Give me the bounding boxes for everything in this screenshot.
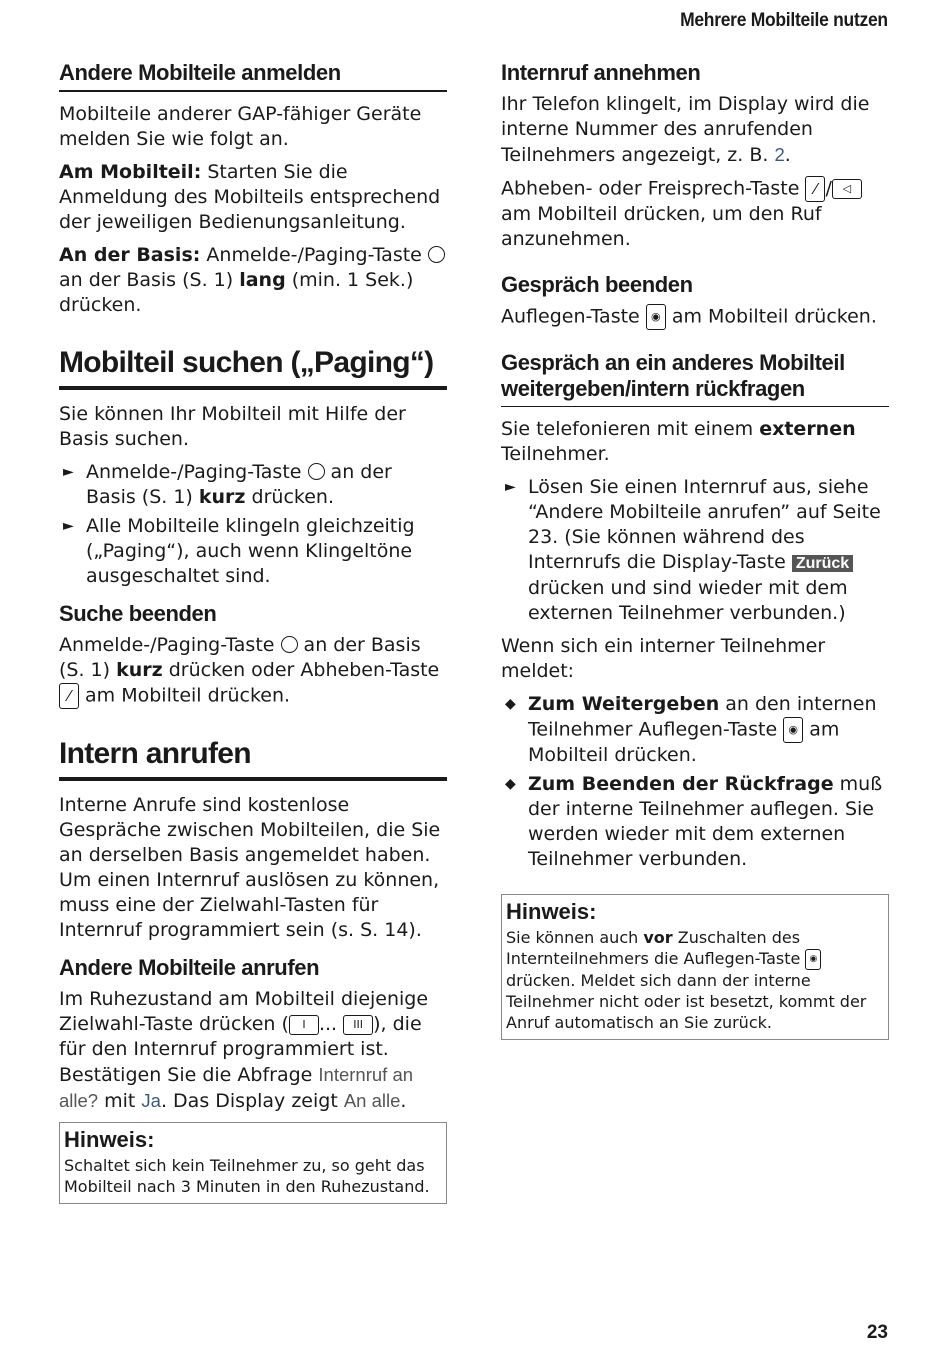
list-item: ► Anmelde-/Paging-Taste an der Basis (S. 1) kurz drücken. bbox=[63, 461, 392, 508]
handset-down-icon: ◉ bbox=[783, 717, 803, 743]
subsection-title-gespraech-beenden: Gespräch beenden bbox=[501, 272, 693, 297]
display-text: An alle bbox=[343, 1090, 401, 1111]
subsection-title-suche-beenden: Suche beenden bbox=[59, 601, 217, 626]
speaker-key-icon: ◁ bbox=[832, 179, 862, 199]
display-key-zurueck: Zurück bbox=[792, 555, 853, 572]
display-text: Internruf an alle? bbox=[59, 1064, 414, 1111]
running-head: Mehrere Mobilteile nutzen bbox=[680, 10, 888, 31]
paragraph: Mobilteile anderer GAP-fähiger Geräte melden Sie wie folgt an. bbox=[59, 103, 422, 150]
page-number: 23 bbox=[866, 1322, 888, 1343]
paragraph: Auflegen-Taste ◉ am Mobilteil drücken. bbox=[501, 304, 889, 330]
paragraph: Abheben- oder Freisprech-Taste ⁄ / ◁ am Mobilteil drücken, um den Ruf anzunehmen. bbox=[501, 176, 889, 252]
note-title: Hinweis: bbox=[64, 1127, 155, 1152]
section-title-gespraech-weitergeben: Gespräch an ein anderes Mobilteil weitergeben/intern rückfragen bbox=[501, 350, 889, 407]
paragraph: An der Basis: Anmelde-/Paging-Taste an der Basis (S. 1) lang (min. 1 Sek.) drücken. bbox=[59, 243, 447, 318]
display-text: Ja bbox=[141, 1090, 161, 1111]
list-item: ► Alle Mobilteile klingeln gleichzeitig („Paging“), auch wenn Klingeltöne ausgeschaltet sind. bbox=[63, 515, 415, 587]
section-title-intern-anrufen: Intern anrufen bbox=[59, 737, 447, 781]
note-body: Schaltet sich kein Teilnehmer zu, so geht das Mobilteil nach 3 Minuten in den Ruhezustand. bbox=[64, 1156, 430, 1196]
right-column bbox=[501, 60, 889, 1040]
paragraph: Ihr Telefon klingelt, im Display wird die interne Nummer des anrufenden Teilnehmers angezeigt, z. B. 2. bbox=[501, 93, 870, 166]
arrow-bullet-icon: ► bbox=[505, 479, 516, 495]
note-box bbox=[59, 1122, 447, 1204]
handset-down-icon: ◉ bbox=[646, 304, 666, 330]
paragraph: Im Ruhezustand am Mobilteil diejenige Zielwahl-Taste drücken ( I ... III ), die für den Internruf programmiert ist. Bestätigen Sie die Abfrage Internruf an alle? mit Ja. Das Display zeigt An alle. bbox=[59, 988, 429, 1112]
paging-key-icon bbox=[308, 463, 325, 480]
note-title: Hinweis: bbox=[506, 899, 597, 924]
display-text: 2 bbox=[774, 144, 785, 165]
paragraph: Wenn sich ein interner Teilnehmer meldet: bbox=[501, 635, 826, 682]
paragraph: Sie können Ihr Mobilteil mit Hilfe der Basis suchen. bbox=[59, 403, 406, 450]
section-title-mobilteil-suchen: Mobilteil suchen („Paging“) bbox=[59, 346, 447, 390]
subsection-title-internruf-annehmen: Internruf annehmen bbox=[501, 60, 701, 85]
speed-dial-key-1-icon: I bbox=[289, 1015, 319, 1035]
paragraph: Anmelde-/Paging-Taste an der Basis (S. 1) kurz drücken oder Abheben-Taste ⁄ am Mobilteil drücken. bbox=[59, 633, 447, 709]
arrow-bullet-icon: ► bbox=[63, 464, 74, 480]
left-column bbox=[59, 60, 447, 1204]
speed-dial-key-3-icon: III bbox=[343, 1015, 373, 1035]
diamond-bullet-icon: ◆ bbox=[505, 696, 516, 712]
list-item: ◆ Zum Beenden der Rückfrage muß der interne Teilnehmer auflegen. Sie werden wieder mit dem externen Teilnehmer verbunden. bbox=[505, 773, 883, 870]
arrow-bullet-icon: ► bbox=[63, 518, 74, 534]
instruction-list bbox=[59, 460, 447, 589]
handset-up-icon: ⁄ bbox=[805, 176, 825, 202]
diamond-bullet-icon: ◆ bbox=[505, 776, 516, 792]
diamond-list bbox=[501, 692, 889, 872]
paging-key-icon bbox=[428, 246, 445, 263]
paragraph: Am Mobilteil: Starten Sie die Anmeldung des Mobilteils entsprechend der jeweiligen Bedienungsanleitung. bbox=[59, 161, 441, 233]
section-title-andere-mobilteile-anmelden: Andere Mobilteile anmelden bbox=[59, 60, 447, 92]
list-item: ► Lösen Sie einen Internruf aus, siehe “Andere Mobilteile anrufen” auf Seite 23. (Sie können während des Internrufs die Display-Taste Zurück drücken und sind wieder mit dem externen Teilnehmer verbunden.) bbox=[505, 476, 881, 624]
paragraph: Sie telefonieren mit einem externen Teilnehmer. bbox=[501, 418, 856, 465]
subsection-title-andere-mobilteile-anrufen: Andere Mobilteile anrufen bbox=[59, 955, 320, 980]
paragraph: Interne Anrufe sind kostenlose Gespräche zwischen Mobilteilen, die Sie an derselben Basis angemeldet haben. Um einen Internruf auslösen zu können, muss eine der Zielwahl-Tasten für Internruf programmiert sein (s. S. 14). bbox=[59, 794, 441, 941]
instruction-list bbox=[501, 475, 889, 626]
list-item: ◆ Zum Weitergeben an den internen Teilnehmer Auflegen-Taste ◉ am Mobilteil drücken. bbox=[505, 693, 877, 766]
paging-key-icon bbox=[281, 636, 298, 653]
handset-up-icon: ⁄ bbox=[59, 683, 79, 709]
handset-down-icon: ◉ bbox=[805, 949, 821, 970]
note-box bbox=[501, 894, 889, 1040]
note-body: Sie können auch vor Zuschalten des Internteilnehmers die Auflegen-Taste ◉ drücken. Meldet sich dann der interne Teilnehmer nicht oder ist besetzt, kommt der Anruf automatisch an Sie zurück. bbox=[506, 928, 867, 1032]
